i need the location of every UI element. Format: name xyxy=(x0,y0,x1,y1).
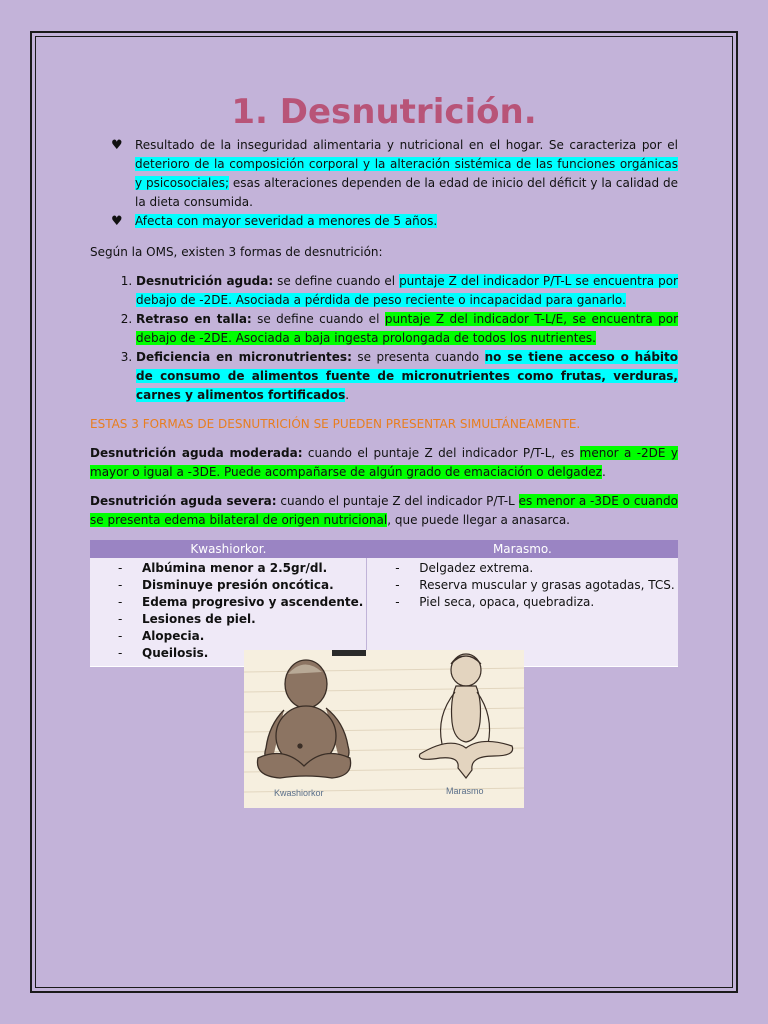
kwashiorkor-marasmo-illustration xyxy=(244,650,524,808)
document-content xyxy=(90,88,678,667)
bullet-item xyxy=(111,212,678,231)
list-item: - Queilosis. xyxy=(118,646,209,660)
highlight-cyan: puntaje Z del indicador P/T-L se encuentra por debajo de -2DE. Asociada a pérdida de peso reciente o incapacidad para ganarlo. xyxy=(136,274,678,307)
list-item: - Reserva muscular y grasas agotadas, TCS. xyxy=(395,578,675,592)
list-item: - Piel seca, opaca, quebradiza. xyxy=(395,595,595,609)
severe-paragraph: Desnutrición aguda severa: cuando el puntaje Z del indicador P/T-L es menor a -3DE o cuando se presenta edema bilateral de origen nutricional, que puede llegar a anasarca. xyxy=(90,494,678,527)
list-item: - Delgadez extrema. xyxy=(395,561,534,575)
simultaneous-note: ESTAS 3 FORMAS DE DESNUTRICIÓN SE PUEDEN PRESENTAR SIMULTÁNEAMENTE. xyxy=(90,417,581,431)
highlight-cyan: Afecta con mayor severidad a menores de 5 años. xyxy=(135,214,438,228)
form-item: 3. Deficiencia en micronutrientes: se presenta cuando no se tiene acceso o hábito de consumo de alimentos fuente de micronutrientes como frutas, verduras, carnes y alimentos fortificados. xyxy=(136,348,678,405)
form-item: 1. Desnutrición aguda: se define cuando el puntaje Z del indicador P/T-L se encuentra por debajo de -2DE. Asociada a pérdida de peso reciente o incapacidad para ganarlo. xyxy=(136,272,678,310)
table-header-kwashiorkor: Kwashiorkor. xyxy=(90,540,367,558)
list-item: - Edema progresivo y ascendente. xyxy=(118,595,364,609)
moderate-paragraph: Desnutrición aguda moderada: cuando el puntaje Z del indicador P/T-L, es menor a -2DE y mayor o igual a -3DE. Puede acompañarse de algún grado de emaciación o delgadez. xyxy=(90,446,678,479)
list-item: - Alopecia. xyxy=(118,629,205,643)
heart-icon: ♥ xyxy=(111,138,123,153)
list-item: - Albúmina menor a 2.5gr/dl. xyxy=(118,561,328,575)
highlight-cyan: no se tiene acceso o hábito de consumo de alimentos fuente de micronutrientes como frutas, verduras, carnes y alimentos fortificados xyxy=(136,350,679,402)
page-title: 1. Desnutrición. xyxy=(231,92,537,132)
highlight-green: menor a -2DE y mayor o igual a -3DE. Puede acompañarse de algún grado de emaciación o delgadez xyxy=(90,446,678,479)
illustration-label-kwashiorkor: Kwashiorkor xyxy=(274,788,324,798)
highlight-green: es menor a -3DE o cuando se presenta edema bilateral de origen nutricional xyxy=(90,494,678,527)
intro-text: Según la OMS, existen 3 formas de desnutrición: xyxy=(90,245,383,259)
list-item: - Lesiones de piel. xyxy=(118,612,256,626)
illustration-label-marasmo: Marasmo xyxy=(446,786,484,796)
table-header-marasmo: Marasmo. xyxy=(367,540,678,558)
comparison-table xyxy=(90,540,678,667)
forms-list xyxy=(90,272,678,405)
bullet-list xyxy=(90,136,678,231)
highlight-cyan: deterioro de la composición corporal y la alteración sistémica de las funciones orgánicas y psicosociales; xyxy=(135,157,678,190)
form-item: 2. Retraso en talla: se define cuando el puntaje Z del indicador T-L/E, se encuentra por debajo de -2DE. Asociada a baja ingesta prolongada de todos los nutrientes. xyxy=(136,310,678,348)
list-item: - Disminuye presión oncótica. xyxy=(118,578,334,592)
bullet-item: ♥ Resultado de la inseguridad alimentaria y nutricional en el hogar. Se caracteriza por el deterioro de la composición corporal y la alteración sistémica de las funciones orgánicas y psicosociales; esas alteraciones dependen de la edad de inicio del déficit y la calidad de la dieta consumida. xyxy=(111,138,678,209)
heart-icon: ♥ xyxy=(111,214,123,229)
highlight-green: puntaje Z del indicador T-L/E, se encuentra por debajo de -2DE. Asociada a baja ingesta prolongada de todos los nutrientes. xyxy=(136,312,679,345)
